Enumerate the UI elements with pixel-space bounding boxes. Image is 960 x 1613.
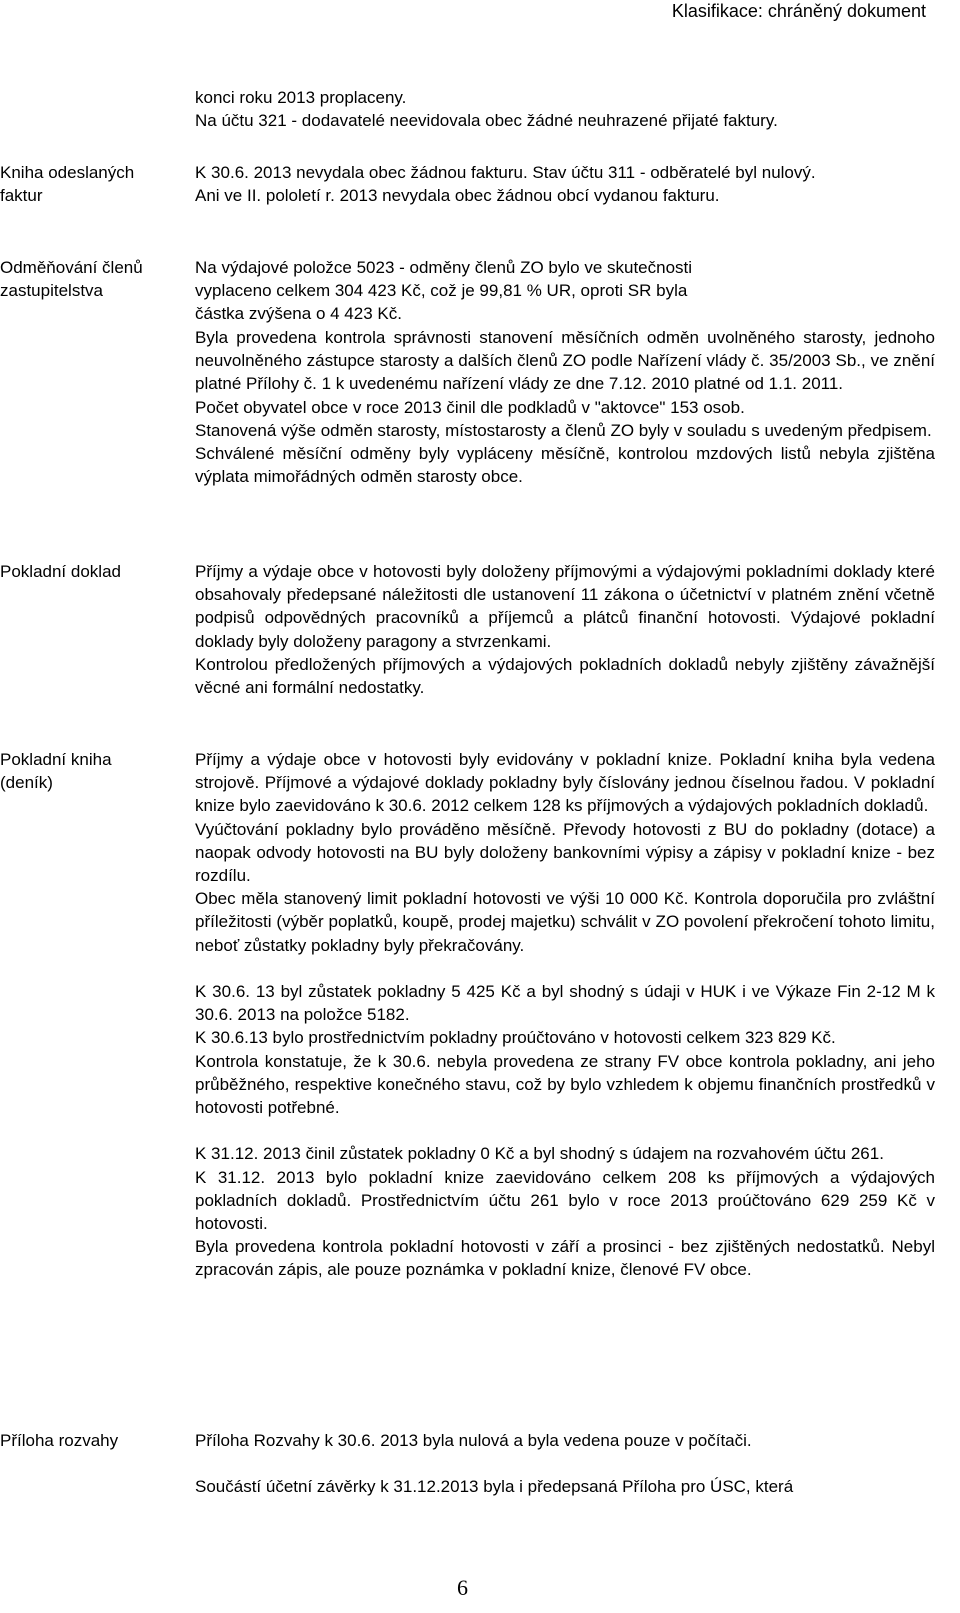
- paragraph-gap: [195, 1452, 935, 1475]
- paragraph: K 30.6. 2013 nevydala obec žádnou fakturu. Stav účtu 311 - odběratelé byl nulový.: [195, 163, 816, 182]
- page-number: 6: [457, 1575, 468, 1600]
- paragraph: K 30.6.13 bylo prostřednictvím pokladny proúčtováno v hotovosti celkem 323 829 Kč.: [195, 1028, 836, 1048]
- classification-label: Klasifikace: chráněný dokument: [671, 1, 926, 21]
- section-label: Odměňování členů zastupitelstva: [0, 258, 143, 301]
- section-body: [195, 256, 725, 326]
- paragraph: K 31.12. 2013 činil zůstatek pokladny 0 Kč a byl shodný s údajem na rozvahovém účtu 261.: [195, 1144, 884, 1164]
- paragraph: K 30.6. 13 byl zůstatek pokladny 5 425 Kč a byl shodný s údaji v HUK i ve Výkaze Fin 2-12 M k 30.6. 2013 na položce 5182.: [195, 982, 935, 1025]
- paragraph: K 31.12. 2013 bylo pokladní knize zaevidováno celkem 208 ks příjmových a výdajových pokladních dokladů. Prostřednictvím účtu 261 bylo v roce 2013 proúčtováno 629 259 Kč v hotovosti.: [195, 1167, 935, 1234]
- section-body: [195, 1429, 935, 1499]
- section-label: Kniha odeslaných faktur: [0, 163, 135, 206]
- paragraph: Kontrola konstatuje, že k 30.6. nebyla provedena ze strany FV obce kontrola pokladny, ani jeho průběžného, respektive konečného stavu, což by bylo vzhledem k objemu finančních prostředků v hotovosti potřebné.: [195, 1051, 935, 1118]
- paragraph: Součástí účetní závěrky k 31.12.2013 byla i předepsaná Příloha pro ÚSC, která: [195, 1477, 794, 1497]
- section-body: [195, 161, 935, 207]
- paragraph: Byla provedena kontrola pokladní hotovosti v září a prosinci - bez zjištěných nedostatků. Nebyl zpracován zápis, ale pouze poznámka v pokladní knize, členové FV obce.: [195, 1237, 935, 1280]
- paragraph: Na účtu 321 - dodavatelé neevidovala obec žádné neuhrazené přijaté faktury.: [195, 111, 778, 131]
- paragraph: Ani ve II. pololetí r. 2013 nevydala obec žádnou obcí vydanou fakturu.: [195, 186, 720, 206]
- section-body: [195, 86, 935, 132]
- section-body-continued: [195, 326, 935, 488]
- section-label: Pokladní doklad: [0, 562, 121, 581]
- paragraph: Kontrolou předložených příjmových a výdajových pokladních dokladů nebyly zjištěny závažnější věcné ani formální nedostatky.: [195, 654, 935, 698]
- paragraph: Počet obyvatel obce v roce 2013 činil dle podkladů v "aktovce" 153 osob.: [195, 397, 745, 417]
- paragraph-gap: [195, 957, 935, 980]
- section-label: Pokladní kniha (deník): [0, 750, 112, 793]
- section-body: [195, 748, 935, 1282]
- paragraph: konci roku 2013 proplaceny.: [195, 88, 407, 107]
- paragraph: Schválené měsíční odměny byly vypláceny měsíčně, kontrolou mzdových listů nebyla zjištěna výplata mimořádných odměn starosty obce.: [195, 444, 935, 487]
- paragraph: Vyúčtování pokladny bylo prováděno měsíčně. Převody hotovosti z BU do pokladny (dotace) a naopak odvody hotovosti na BU byly doloženy bankovními výpisy a zápisy v pokladní knize - bez rozdílu.: [195, 819, 935, 886]
- paragraph: Příloha Rozvahy k 30.6. 2013 byla nulová a byla vedena pouze v počítači.: [195, 1431, 752, 1450]
- section-body: [195, 560, 935, 699]
- paragraph: Byla provedena kontrola správnosti stanovení měsíčních odměn uvolněného starosty, jednoho neuvolněného zástupce starosty a dalších členů ZO podle Nařízení vlády č. 35/2003 Sb., ve znění platné Přílohy č. 1 k uvedenému nařízení vlády ze dne 7.12. 2010 platné od 1.1. 2011.: [195, 328, 935, 394]
- paragraph: Příjmy a výdaje obce v hotovosti byly doloženy příjmovými a výdajovými pokladními doklady které obsahovaly předepsané náležitosti dle ustanovení 11 zákona o účetnictví v platném znění včetně podpisů odpovědných pracovníků a příjemců a plátců finanční hotovosti. Výdajové pokladní doklady byly doloženy paragony a stvrzenkami.: [195, 562, 935, 651]
- paragraph: Příjmy a výdaje obce v hotovosti byly evidovány v pokladní knize. Pokladní kniha byla vedena strojově. Příjmové a výdajové doklady pokladny byly číslovány jednou číselnou řadou. V pokladní knize bylo zaevidováno k 30.6. 2012 celkem 128 ks příjmových a výdajových pokladních dokladů.: [195, 750, 935, 816]
- paragraph: Stanovená výše odměn starosty, místostarosty a členů ZO byly v souladu s uvedeným předpisem.: [195, 420, 932, 440]
- section-label: Příloha rozvahy: [0, 1431, 119, 1450]
- paragraph-gap: [195, 1119, 935, 1142]
- paragraph: Na výdajové položce 5023 - odměny členů ZO bylo ve skutečnosti vyplaceno celkem 304 423 Kč, což je 99,81 % UR, oproti SR byla částka zvýšena o 4 423 Kč.: [195, 258, 693, 324]
- paragraph: Obec měla stanovený limit pokladní hotovosti ve výši 10 000 Kč. Kontrola doporučila pro zvláštní příležitosti (výběr poplatků, koupě, prodej majetku) schválit v ZO povolení překročení tohoto limitu, neboť zůstatky pokladny byly překračovány.: [195, 889, 935, 955]
